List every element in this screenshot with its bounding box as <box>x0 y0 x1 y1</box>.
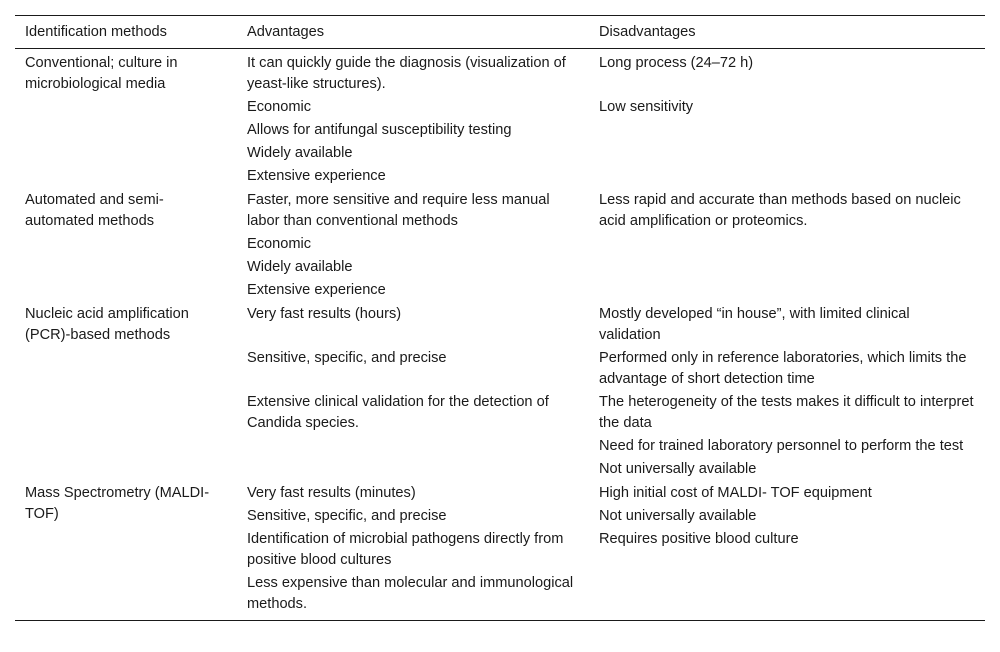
advantage-cell: Allows for antifungal susceptibility testing <box>247 122 512 138</box>
table-body <box>15 49 985 621</box>
disadvantage-cell: Mostly developed “in house”, with limited clinical validation <box>599 306 910 343</box>
disadvantage-cell: Performed only in reference laboratories, which limits the advantage of short detection time <box>599 350 967 387</box>
disadvantage-cell <box>589 279 985 302</box>
advantage-cell: Extensive experience <box>247 282 386 298</box>
disadvantage-cell: Not universally available <box>599 461 757 477</box>
table-row <box>15 188 985 233</box>
disadvantage-cell <box>589 165 985 188</box>
method-cell: Conventional; culture in microbiological media <box>25 55 178 92</box>
identification-methods-table <box>15 15 985 621</box>
advantage-cell: Identification of microbial pathogens directly from positive blood cultures <box>247 531 564 568</box>
advantage-cell: Very fast results (hours) <box>247 306 402 322</box>
disadvantage-cell <box>589 256 985 279</box>
method-cell: Automated and semi-automated methods <box>25 192 164 229</box>
advantage-cell: Economic <box>247 236 312 252</box>
header-disadvantages: Disadvantages <box>599 24 696 40</box>
advantage-cell: Sensitive, specific, and precise <box>247 508 447 524</box>
disadvantage-cell: Low sensitivity <box>599 99 694 115</box>
disadvantage-cell: The heterogeneity of the tests makes it difficult to interpret the data <box>599 394 974 431</box>
comparison-table-container <box>15 15 985 621</box>
advantage-cell: Extensive clinical validation for the detection of Candida species. <box>247 394 549 431</box>
disadvantage-cell <box>589 119 985 142</box>
table-row <box>15 49 985 97</box>
disadvantage-cell: Not universally available <box>599 508 757 524</box>
disadvantage-cell <box>589 233 985 256</box>
advantage-cell: Extensive experience <box>247 168 386 184</box>
advantage-cell <box>237 458 589 481</box>
disadvantage-cell: Requires positive blood culture <box>599 531 799 547</box>
table-header <box>15 16 985 49</box>
disadvantage-cell <box>589 142 985 165</box>
advantage-cell <box>237 435 589 458</box>
advantage-cell: It can quickly guide the diagnosis (visualization of yeast-like structures). <box>247 55 566 92</box>
header-identification-methods: Identification methods <box>25 24 167 40</box>
disadvantage-cell: High initial cost of MALDI- TOF equipment <box>599 485 872 501</box>
disadvantage-cell: Long process (24–72 h) <box>599 55 754 71</box>
disadvantage-cell: Less rapid and accurate than methods based on nucleic acid amplification or proteomics. <box>599 192 961 229</box>
table-row <box>15 302 985 347</box>
advantage-cell: Widely available <box>247 259 353 275</box>
advantage-cell: Widely available <box>247 145 353 161</box>
disadvantage-cell: Need for trained laboratory personnel to perform the test <box>599 438 964 454</box>
advantage-cell: Economic <box>247 99 312 115</box>
method-cell: Nucleic acid amplification (PCR)-based methods <box>25 306 189 343</box>
advantage-cell: Very fast results (minutes) <box>247 485 416 501</box>
header-advantages: Advantages <box>247 24 325 40</box>
advantage-cell: Sensitive, specific, and precise <box>247 350 447 366</box>
advantage-cell: Less expensive than molecular and immunological methods. <box>247 575 574 612</box>
header-row <box>15 16 985 49</box>
disadvantage-cell <box>589 572 985 621</box>
advantage-cell: Faster, more sensitive and require less manual labor than conventional methods <box>247 192 550 229</box>
table-row <box>15 481 985 505</box>
method-cell: Mass Spectrometry (MALDI-TOF) <box>25 485 210 522</box>
